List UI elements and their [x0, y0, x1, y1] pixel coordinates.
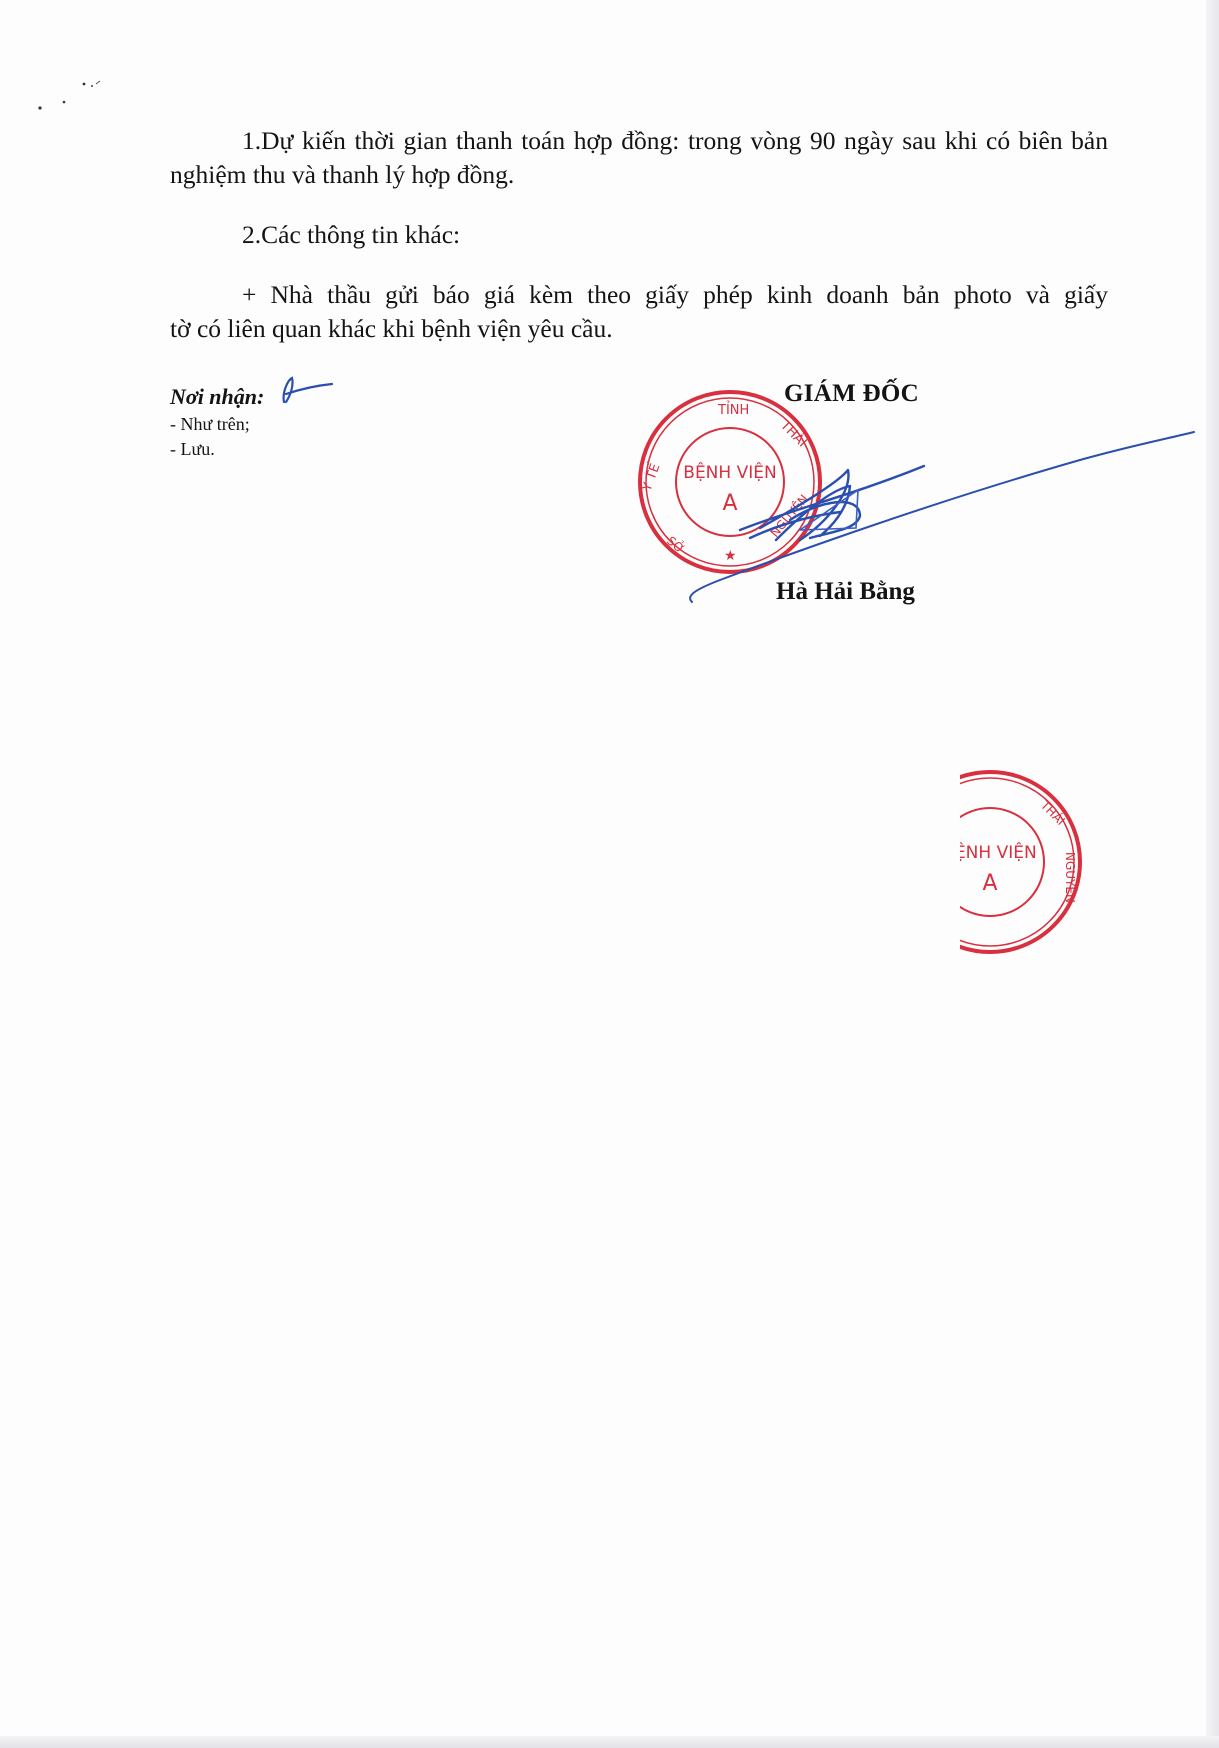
payment-timeline-paragraph: 1.Dự kiến thời gian thanh toán hợp đồng: trong vòng 90 ngày sau khi có biên bản nghiệm thu và thanh lý hợp đồng. [170, 126, 1108, 189]
partial-stamp-ring-bottom-right: NGUYÊN [1063, 852, 1077, 903]
stamp-ring-bottom-left: SỞ [664, 533, 688, 557]
stamp-ring-bottom-right: NGUYÊN [767, 491, 812, 540]
signatory-name: Hà Hải Bằng [776, 578, 915, 605]
scan-edge-bottom [0, 1736, 1219, 1748]
partial-stamp-center-text: BỆNH VIỆN [943, 843, 1037, 863]
other-info-heading: 2.Các thông tin khác: [242, 220, 461, 249]
document-body [170, 124, 1108, 372]
partial-stamp-ring-right: THÁI [1037, 798, 1068, 828]
scan-specks [30, 70, 130, 120]
scan-edge-right [1206, 0, 1219, 1748]
stamp-ring-left: Y TẾ [639, 461, 664, 494]
director-signature [680, 420, 1200, 620]
contractor-note-paragraph [170, 278, 1108, 346]
contractor-note-line-2: tờ có liên quan khác khi bệnh viện yêu cầu. [170, 314, 613, 343]
partial-seal-stamp [943, 764, 1100, 960]
stamp-star-icon: ★ [724, 548, 737, 564]
stamp-center-letter: A [722, 491, 738, 516]
contractor-note-line-1: + Nhà thầu gửi báo giá kèm theo giấy phép kinh doanh bản photo và giấy [242, 280, 1108, 309]
stamp-center-text: BỆNH VIỆN [683, 463, 777, 483]
partial-stamp-center-letter: A [982, 871, 998, 896]
recipients-block [170, 382, 264, 462]
signatory-title: GIÁM ĐỐC [784, 380, 920, 407]
initial-mark-signature [278, 372, 338, 412]
recipient-item: - Lưu. [170, 439, 215, 459]
recipient-item: - Như trên; [170, 414, 250, 434]
recipients-label: Nơi nhận: [170, 384, 265, 409]
stamp-ring-right: THÁI [777, 418, 810, 451]
stamp-top-text: TỈNH [718, 403, 750, 418]
